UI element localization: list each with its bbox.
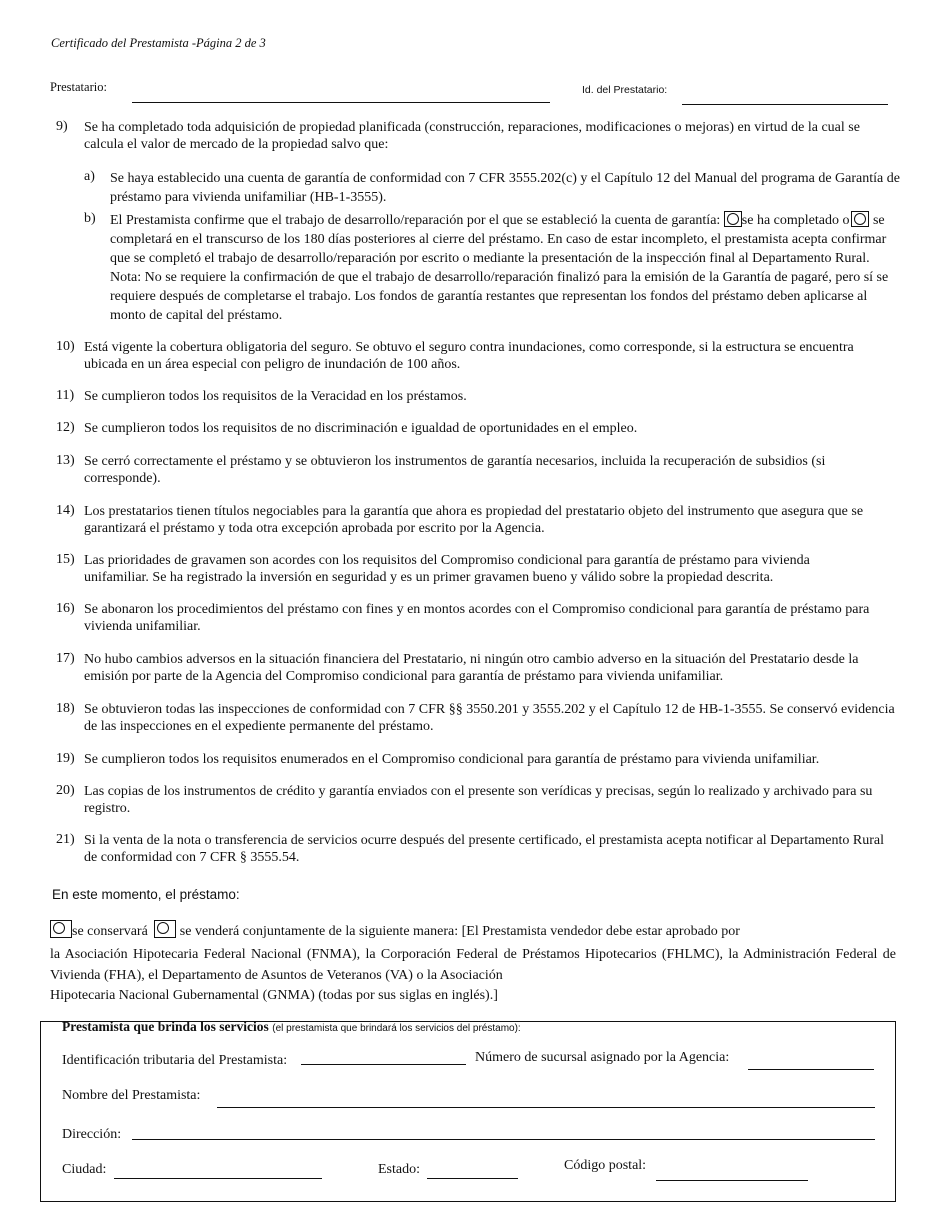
keep-loan-checkbox[interactable]: [50, 920, 72, 938]
item-20-number: 20): [56, 783, 75, 798]
borrower-id-field[interactable]: [682, 104, 888, 105]
branch-number-field[interactable]: [748, 1069, 874, 1070]
item-9b-text: [110, 211, 900, 325]
city-field[interactable]: [114, 1178, 322, 1179]
borrower-label: Prestatario:: [50, 80, 107, 94]
item-17-text: No hubo cambios adversos en la situación financiera del Prestatario, ni ningún otro cambio adverso en la situación del Prestatario desde la emisión por parte de la Agencia del Compromiso condicional para garantía de préstamo para vivienda unifamiliar.: [84, 652, 859, 684]
item-9a-text: Se haya establecido una cuenta de garantía de conformidad con 7 CFR 3555.202(c) y el Capítulo 12 del Manual del programa de Garantía de préstamo para vivienda unifamiliar (HB-1-3555).: [110, 171, 900, 205]
item-10-number: 10): [56, 339, 75, 354]
item-9b-letter: b): [84, 211, 96, 226]
item-9b-part4: se completará en el transcurso de los 180 días posteriores al cierre del préstamo. En caso de estar incompleto, el prestamista acepta confirmar que se completó el trabajo de desarrollo/reparación por escrito o mediante la presentación de la inspección final al Departamento Rural. Nota: No se requiere la confirmación de que el trabajo de desarrollo/reparación finalizó para la emisión de la Garantía de pagaré, pero sí se requiere después de completarse el trabajo. Los fondos de garantía restantes que representan los fondos del préstamo deben aplicarse al monto de capital del préstamo.: [110, 213, 889, 323]
state-label: Estado:: [378, 1162, 420, 1177]
item-12-text: Se cumplieron todos los requisitos de no discriminación e igualdad de oportunidades en el empleo.: [84, 421, 638, 436]
tax-id-label: Identificación tributaria del Prestamista:: [62, 1053, 288, 1068]
lender-name-field[interactable]: [217, 1107, 875, 1108]
item-14-number: 14): [56, 503, 75, 518]
sell-loan-checkbox[interactable]: [154, 920, 176, 938]
item-9-number: 9): [56, 119, 68, 134]
loan-status-options: [50, 920, 850, 940]
sell-loan-label: se venderá conjuntamente de la siguiente manera: [El Prestamista vendedor debe estar aprobado por: [179, 924, 740, 939]
will-complete-checkbox[interactable]: [851, 211, 869, 227]
item-19-text: Se cumplieron todos los requisitos enumerados en el Compromiso condicional para garantía de préstamo para vivienda unifamiliar.: [84, 752, 820, 767]
item-9b-part3: o: [842, 213, 850, 228]
branch-number-label: Número de sucursal asignado por la Agencia:: [475, 1050, 730, 1065]
item-20-text: Las copias de los instrumentos de crédito y garantía enviados con el presente son verídicas y precisas, según lo realizado y archivado para su registro.: [84, 784, 873, 816]
tax-id-field[interactable]: [301, 1064, 466, 1065]
address-field[interactable]: [132, 1139, 875, 1140]
item-9-text: Se ha completado toda adquisición de propiedad planificada (construcción, reparaciones, modificaciones o mejoras) en virtud de la cual se calcula el valor de mercado de la propiedad salvo que:: [84, 120, 860, 152]
item-14-text: Los prestatarios tienen títulos negociables para la garantía que ahora es propiedad del prestatario objeto del instrumento que asegura que se garantizará el préstamo y toda otra excepción aprobada por escrito por la Agencia.: [84, 504, 864, 536]
servicer-title-main: Prestamista que brinda los servicios: [62, 1019, 269, 1034]
item-15-number: 15): [56, 552, 75, 567]
borrower-id-label: Id. del Prestatario:: [582, 84, 668, 96]
loan-status-line2: la Asociación Hipotecaria Federal Nacional (FNMA), la Corporación Federal de Préstamos Hipotecarios (FHLMC), la Administración Federal de Vivienda (FHA), el Departamento de Asuntos de Veteranos (VA) o la Asociación: [50, 947, 896, 983]
completed-checkbox[interactable]: [724, 211, 742, 227]
item-17-number: 17): [56, 651, 75, 666]
servicer-title: [62, 1019, 521, 1036]
item-19-number: 19): [56, 751, 75, 766]
keep-loan-label: se conservará: [72, 924, 148, 939]
zip-label: Código postal:: [564, 1158, 647, 1173]
zip-field[interactable]: [656, 1180, 808, 1181]
item-16-text: Se abonaron los procedimientos del préstamo con fines y en montos acordes con el Compromiso condicional para garantía de préstamo para vivienda unifamiliar.: [84, 602, 870, 634]
item-18-text: Se obtuvieron todas las inspecciones de conformidad con 7 CFR §§ 3550.201 y 3555.202 y el Capítulo 12 de HB-1-3555. Se conservó evidencia de las inspecciones en el expediente permanente del préstamo.: [84, 702, 895, 734]
loan-status-heading: En este momento, el préstamo:: [52, 887, 240, 902]
city-label: Ciudad:: [62, 1162, 107, 1177]
item-9b-part1: El Prestamista confirme que el trabajo de desarrollo/reparación por el que se estableció la cuenta de garantía:: [110, 213, 721, 228]
item-13-number: 13): [56, 453, 75, 468]
item-9b-part2: se ha completado: [741, 213, 839, 228]
item-10-text: Está vigente la cobertura obligatoria del seguro. Se obtuvo el seguro contra inundaciones, como corresponde, si la estructura se encuentra ubicada en un área especial con peligro de inundación de 100 años.: [84, 340, 854, 372]
servicing-lender-box: [40, 1021, 896, 1202]
item-16-number: 16): [56, 601, 75, 616]
item-21-number: 21): [56, 832, 75, 847]
item-13-text: Se cerró correctamente el préstamo y se obtuvieron los instrumentos de garantía necesarios, incluida la recuperación de subsidios (si corresponde).: [84, 454, 826, 486]
item-11-number: 11): [56, 388, 75, 403]
address-label: Dirección:: [62, 1127, 122, 1142]
item-15-text: Las prioridades de gravamen son acordes con los requisitos del Compromiso condicional para garantía de préstamo para vivienda unifamiliar. Se ha registrado la inversión en seguridad y es un primer gravamen bueno y válido sobre la propiedad descrita.: [84, 553, 810, 585]
item-11-text: Se cumplieron todos los requisitos de la Veracidad en los préstamos.: [84, 389, 467, 404]
page-label: Certificado del Prestamista -Página 2 de 3: [51, 36, 266, 50]
lender-name-label: Nombre del Prestamista:: [62, 1088, 201, 1103]
item-9a-letter: a): [84, 169, 95, 184]
item-12-number: 12): [56, 420, 75, 435]
item-21-text: Si la venta de la nota o transferencia de servicios ocurre después del presente certificado, el prestamista acepta notificar al Departamento Rural de conformidad con 7 CFR § 3555.54.: [84, 833, 884, 865]
loan-status-line3: Hipotecaria Nacional Gubernamental (GNMA) (todas por sus siglas en inglés).]: [50, 988, 498, 1003]
borrower-field[interactable]: [132, 102, 550, 103]
state-field[interactable]: [427, 1178, 518, 1179]
servicer-title-note: (el prestamista que brindará los servicios del préstamo):: [272, 1023, 521, 1034]
item-18-number: 18): [56, 701, 75, 716]
